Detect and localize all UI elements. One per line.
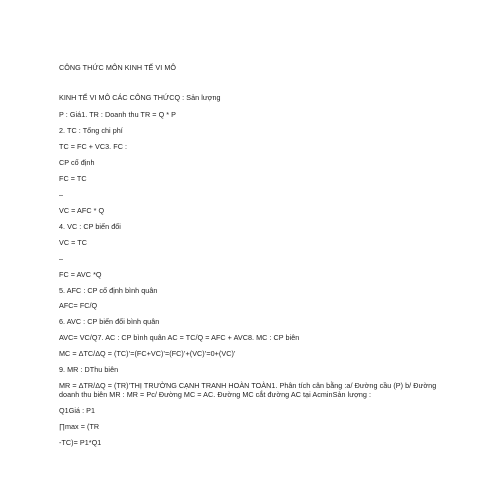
text-line: 2. TC : Tổng chi phí: [59, 126, 123, 135]
text-line: VC = AFC * Q: [59, 206, 105, 215]
document-title: CÔNG THỨC MÔN KINH TẾ VI MÔ: [59, 63, 177, 72]
text-line: Q1Giá : P1: [59, 406, 96, 415]
text-line: P : Giá1. TR : Doanh thu TR = Q * P: [59, 110, 177, 119]
text-line: FC = AVC *Q: [59, 270, 102, 279]
text-line: 5. AFC : CP cố định bình quân: [59, 286, 158, 295]
text-line: 6. AVC : CP biến đổi bình quân: [59, 317, 160, 326]
text-line: ∏max = (TR: [59, 422, 100, 431]
text-line: TC = FC + VC3. FC :: [59, 142, 128, 151]
text-line: FC = TC: [59, 174, 87, 183]
text-line: CP cố định: [59, 158, 95, 167]
text-paragraph: MR = ΔTR/ΔQ = (TR)’THỊ TRƯỜNG CẠNH TRANH HOÀN TOÀN1. Phân tích cân bằng :a/ Đường cầu (P) b/ Đường doanh thu biên MR : MR = Pc/ Đường MC = AC. Đường MC cắt đường AC tại AcminSản lượng :: [59, 381, 437, 399]
text-line: 4. VC : CP biến đổi: [59, 222, 121, 231]
text-line: MC = ΔTC/ΔQ = (TC)’=(FC+VC)’=(FC)’+(VC)’=0+(VC)’: [59, 349, 236, 358]
text-line: -TC)= P1*Q1: [59, 438, 102, 447]
dash-line: –: [59, 254, 64, 263]
dash-line: –: [59, 190, 64, 199]
text-line: 9. MR : DThu biên: [59, 365, 119, 374]
text-line: AFC= FC/Q: [59, 301, 98, 310]
text-line: AVC= VC/Q7. AC : CP bình quân AC = TC/Q = AFC + AVC8. MC : CP biên: [59, 333, 300, 342]
text-line: VC = TC: [59, 238, 87, 247]
text-line: KINH TẾ VI MÔ CÁC CÔNG THỨCQ : Sản lượng: [59, 93, 221, 102]
